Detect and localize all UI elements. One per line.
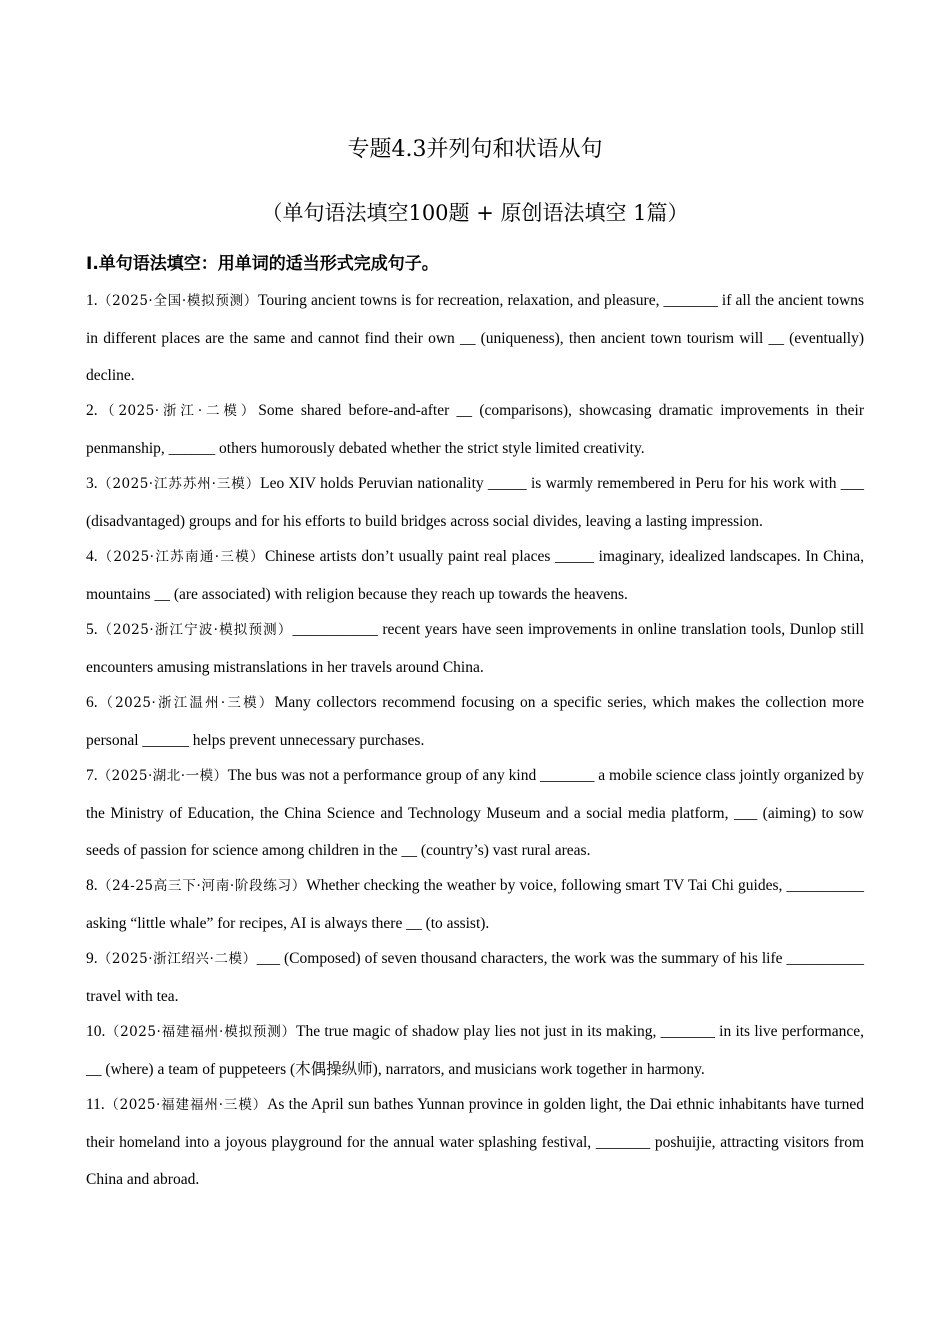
question-text: As the April sun bathes Yunnan province in golden light, the Dai ethnic inhabitants have turned their homeland into a joyous playground for the annual water splashing festival, _______ poshuijie, attracting visitors from China and abroad. xyxy=(86,1096,864,1188)
question-item xyxy=(86,1086,864,1198)
question-source: （2025·浙江绍兴·二模） xyxy=(97,951,257,967)
question-source: （24-25高三下·河南·阶段练习） xyxy=(97,878,307,894)
question-source: （2025·全国·模拟预测） xyxy=(97,293,259,309)
question-text: Many collectors recommend focusing on a specific series, which makes the collection more personal ______ helps prevent unnecessary purchases. xyxy=(86,694,864,749)
question-item xyxy=(86,757,864,869)
question-text: The true magic of shadow play lies not just in its making, _______ in its live performance, __ (where) a team of puppeteers (木偶操纵师), narrators, and musicians work together in harmony. xyxy=(86,1023,864,1078)
question-text: ___________ recent years have seen improvements in online translation tools, Dunlop still encounters amusing mistranslations in her travels around China. xyxy=(86,621,864,676)
question-number: 11. xyxy=(86,1096,105,1113)
question-text: Some shared before-and-after __ (comparisons), showcasing dramatic improvements in their penmanship, ______ others humorously debated whether the strict style limited creativity. xyxy=(86,402,864,457)
question-item xyxy=(86,538,864,613)
question-source: （2025·福建福州·三模） xyxy=(104,1097,268,1113)
question-number: 1. xyxy=(86,292,98,309)
question-number: 8. xyxy=(86,877,98,894)
question-number: 10. xyxy=(86,1023,106,1040)
question-number: 3. xyxy=(86,475,98,492)
question-number: 2. xyxy=(86,402,98,419)
question-source: （2025·江苏南通·三模） xyxy=(97,549,265,565)
question-item xyxy=(86,282,864,394)
question-item xyxy=(86,684,864,759)
question-item xyxy=(86,940,864,1015)
question-item xyxy=(86,867,864,942)
question-text: Leo XIV holds Peruvian nationality _____ is warmly remembered in Peru for his work with ___ (disadvantaged) groups and for his efforts to build bridges across social divides, leaving a lasting impression. xyxy=(86,475,864,530)
question-list xyxy=(86,282,864,1196)
question-source: （2025·湖北·一模） xyxy=(97,768,228,784)
section-heading: I.单句语法填空：用单词的适当形式完成句子。 xyxy=(86,254,439,274)
question-number: 5. xyxy=(86,621,98,638)
question-number: 4. xyxy=(86,548,98,565)
question-source: （2025·江苏苏州·三模） xyxy=(97,476,261,492)
question-item xyxy=(86,392,864,467)
question-item xyxy=(86,611,864,686)
question-item xyxy=(86,465,864,540)
question-source: （2025·浙江·二模） xyxy=(97,403,259,419)
question-number: 7. xyxy=(86,767,98,784)
question-text: Touring ancient towns is for recreation, relaxation, and pleasure, _______ if all the ancient towns in different places are the same and cannot find their own __ (uniqueness), then ancient town tourism will __ (eventually) decline. xyxy=(86,292,864,384)
question-text: Chinese artists don’t usually paint real places _____ imaginary, idealized landscapes. In China, mountains __ (are associated) with religion because they reach up towards the heavens. xyxy=(86,548,864,603)
question-text: The bus was not a performance group of any kind _______ a mobile science class jointly organized by the Ministry of Education, the China Science and Technology Museum and a social media platform, ___ (aiming) to sow seeds of passion for science among children in the __ (country’s) vast rural areas. xyxy=(86,767,864,859)
question-source: （2025·浙江宁波·模拟预测） xyxy=(97,622,293,638)
document-subtitle: （单句语法填空100题 + 原创语法填空 1篇） xyxy=(261,201,689,225)
question-text: ___ (Composed) of seven thousand characters, the work was the summary of his life __________ travel with tea. xyxy=(86,950,864,1005)
question-source: （2025·福建福州·模拟预测） xyxy=(105,1024,297,1040)
document-title: 专题4.3并列句和状语从句 xyxy=(347,137,603,162)
question-source: （2025·浙江温州·三模） xyxy=(97,695,275,711)
question-number: 9. xyxy=(86,950,98,967)
question-number: 6. xyxy=(86,694,98,711)
question-text: Whether checking the weather by voice, following smart TV Tai Chi guides, __________ asking “little whale” for recipes, AI is always there __ (to assist). xyxy=(86,877,864,932)
question-item xyxy=(86,1013,864,1088)
